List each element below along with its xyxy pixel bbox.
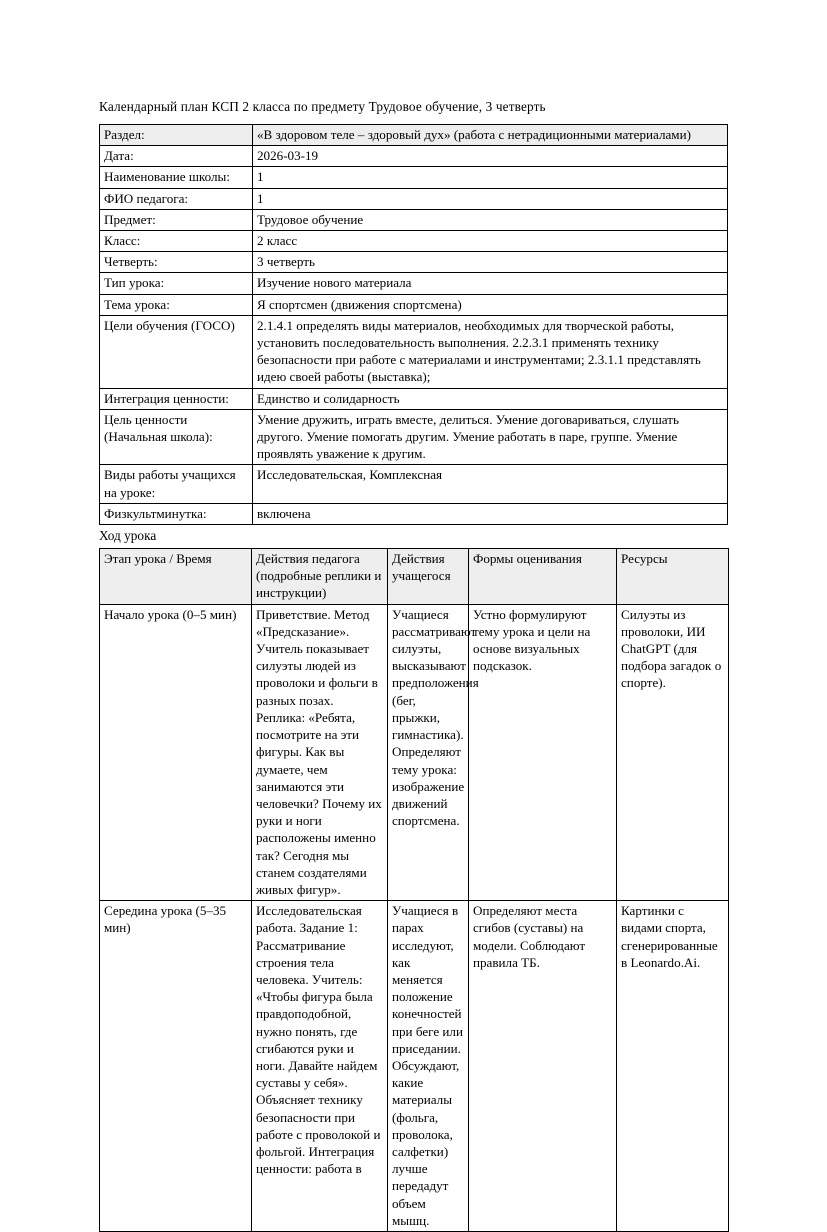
- info-label-cell: Раздел:: [100, 125, 253, 146]
- info-value-cell: Исследовательская, Комплексная: [253, 465, 728, 503]
- table-row: [100, 388, 728, 409]
- info-value-cell: 2 класс: [253, 231, 728, 252]
- table-row: [100, 188, 728, 209]
- table-header-row: [100, 549, 729, 605]
- info-value-cell: включена: [253, 503, 728, 524]
- lesson-plan-table: [99, 548, 729, 1232]
- table-row: [100, 125, 728, 146]
- info-label-cell: Предмет:: [100, 209, 253, 230]
- info-value-cell: Изучение нового материала: [253, 273, 728, 294]
- lesson-plan-table-body: [100, 604, 729, 1231]
- info-label-cell: Тема урока:: [100, 294, 253, 315]
- info-label-cell: Физкультминутка:: [100, 503, 253, 524]
- table-row: [100, 294, 728, 315]
- table-row: [100, 209, 728, 230]
- info-label-cell: Дата:: [100, 146, 253, 167]
- info-label-cell: Интеграция ценности:: [100, 388, 253, 409]
- table-row: [100, 604, 729, 900]
- column-header-stage: Этап урока / Время: [100, 549, 252, 605]
- lesson-plan-table-head: [100, 549, 729, 605]
- info-label-cell: Виды работы учащихся на уроке:: [100, 465, 253, 503]
- resources-cell: Картинки с видами спорта, сгенерированные в Leonardo.Ai.: [617, 901, 729, 1232]
- lesson-info-table-body: [100, 125, 728, 525]
- stage-cell: Середина урока (5–35 мин): [100, 901, 252, 1232]
- info-value-cell: 1: [253, 188, 728, 209]
- lesson-flow-heading: Ход урока: [99, 528, 157, 544]
- student-actions-cell: Учащиеся рассматривают силуэты, высказывают предположения (бег, прыжки, гимнастика). Определяют тему урока: изображение движений спортсмена.: [388, 604, 469, 900]
- column-header-assessment: Формы оценивания: [469, 549, 617, 605]
- lesson-info-table: [99, 124, 728, 525]
- info-label-cell: Наименование школы:: [100, 167, 253, 188]
- page-title: Календарный план КСП 2 класса по предмету Трудовое обучение, 3 четверть: [99, 99, 546, 114]
- info-value-cell: 2.1.4.1 определять виды материалов, необходимых для творческой работы, установить последовательность выполнения. 2.2.3.1 применять технику безопасности при работе с материалами и инструментами; 2.3.1.1 представлять идею своей работы (выставка);: [253, 315, 728, 388]
- info-value-cell: Трудовое обучение: [253, 209, 728, 230]
- column-header-resources: Ресурсы: [617, 549, 729, 605]
- stage-cell: Начало урока (0–5 мин): [100, 604, 252, 900]
- teacher-actions-cell: Приветствие. Метод «Предсказание». Учитель показывает силуэты людей из проволоки и фольги в разных позах. Реплика: «Ребята, посмотрите на эти фигуры. Как вы думаете, чем занимаются эти человечки? Почему их руки и ноги расположены именно так? Сегодня мы станем создателями живых фигур».: [252, 604, 388, 900]
- info-value-cell: Я спортсмен (движения спортсмена): [253, 294, 728, 315]
- info-value-cell: «В здоровом теле – здоровый дух» (работа с нетрадиционными материалами): [253, 125, 728, 146]
- column-header-student-actions: Действия учащегося: [388, 549, 469, 605]
- assessment-cell: Определяют места сгибов (суставы) на модели. Соблюдают правила ТБ.: [469, 901, 617, 1232]
- info-value-cell: 2026-03-19: [253, 146, 728, 167]
- info-value-cell: 1: [253, 167, 728, 188]
- info-label-cell: Цель ценности (Начальная школа):: [100, 409, 253, 465]
- table-row: [100, 901, 729, 1232]
- table-row: [100, 167, 728, 188]
- column-header-teacher-actions: Действия педагога (подробные реплики и инструкции): [252, 549, 388, 605]
- info-label-cell: ФИО педагога:: [100, 188, 253, 209]
- table-row: [100, 146, 728, 167]
- table-row: [100, 273, 728, 294]
- teacher-actions-cell: Исследовательская работа. Задание 1: Рассматривание строения тела человека. Учитель: «Чтобы фигура была правдоподобной, нужно понять, где сгибаются руки и ноги. Давайте найдем суставы у себя». Объясняет технику безопасности при работе с проволокой и фольгой. Интеграция ценности: работа в: [252, 901, 388, 1232]
- info-label-cell: Класс:: [100, 231, 253, 252]
- info-label-cell: Тип урока:: [100, 273, 253, 294]
- info-value-cell: Умение дружить, играть вместе, делиться. Умение договариваться, слушать другого. Умение помогать другим. Умение работать в паре, группе. Умение проявлять уважение к другим.: [253, 409, 728, 465]
- table-row: [100, 503, 728, 524]
- resources-cell: Силуэты из проволоки, ИИ ChatGPT (для подбора загадок о спорте).: [617, 604, 729, 900]
- table-row: [100, 231, 728, 252]
- info-value-cell: 3 четверть: [253, 252, 728, 273]
- table-row: [100, 315, 728, 388]
- document-content: [99, 98, 728, 1232]
- table-row: [100, 465, 728, 503]
- info-label-cell: Четверть:: [100, 252, 253, 273]
- assessment-cell: Устно формулируют тему урока и цели на основе визуальных подсказок.: [469, 604, 617, 900]
- table-row: [100, 252, 728, 273]
- student-actions-cell: Учащиеся в парах исследуют, как меняется положение конечностей при беге или приседании. Обсуждают, какие материалы (фольга, проволока, салфетки) лучше передадут объем мышц.: [388, 901, 469, 1232]
- info-label-cell: Цели обучения (ГОСО): [100, 315, 253, 388]
- info-value-cell: Единство и солидарность: [253, 388, 728, 409]
- table-row: [100, 409, 728, 465]
